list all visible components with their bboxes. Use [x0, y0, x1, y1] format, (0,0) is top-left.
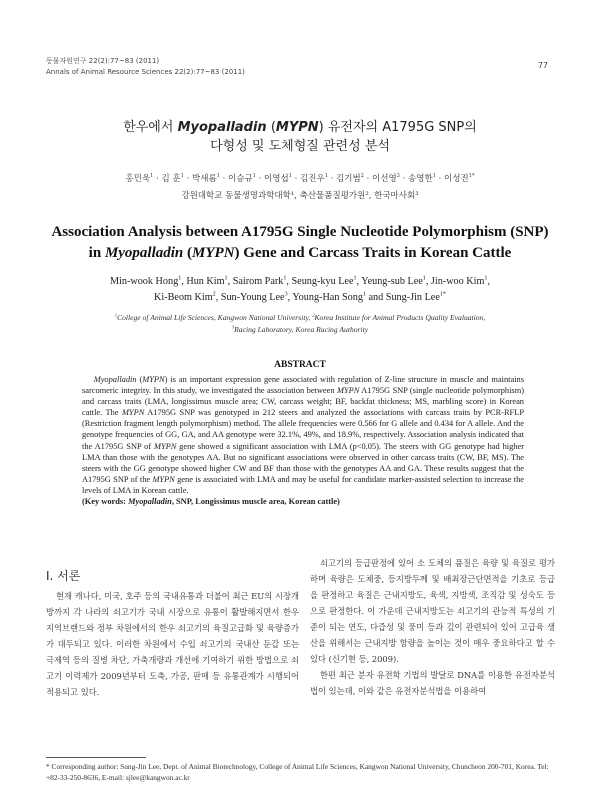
author-sup: 1* — [468, 173, 475, 180]
author: 이성진 — [444, 174, 469, 184]
korean-title — [0, 118, 600, 156]
intro-paragraph: 한편 최근 분자 유전학 기법의 발달로 DNA를 이용한 유전자분석법이 있는데, 이와 같은 유전자분석법을 이용하여 — [310, 670, 555, 696]
author-sup: 1 — [432, 173, 436, 180]
english-title-line1: Association Analysis between A1795G Single Nucleotide Polymorphism (SNP) — [51, 224, 549, 240]
intro-left-column — [46, 588, 299, 700]
english-authors-line2: Ki-Beom Kim$^2$, Sun-Young Lee$^3$, Young-Han Song$^1$ and Sung-Jin Lee$^{1*}$ — [154, 291, 446, 303]
affiliation-line2 — [40, 324, 560, 336]
korean-title-text: 한우에서 — [123, 120, 178, 135]
affiliation-line1 — [40, 312, 560, 324]
author-sup: 1 — [178, 275, 182, 282]
gene-abbreviation: MYPN — [121, 408, 145, 418]
affiliation-text: College of Animal Life Sciences, Kangwon National University, — [117, 313, 313, 322]
abstract-body — [82, 374, 524, 507]
korean-title-line2: 다형성 및 도체형질 관련성 분석 — [210, 139, 390, 154]
gene-name: Myopalladin — [128, 497, 172, 507]
author-sup: 1 — [484, 275, 488, 282]
author-sup: 1* — [439, 291, 446, 298]
author: Sairom Park — [232, 276, 284, 287]
journal-name-korean: 동물자원연구 22(2):77~83 (2011) — [46, 57, 160, 65]
english-authors-line1: Min-wook Hong$^1$, Hun Kim$^1$, Sairom Park$^1$, Seung-kyu Lee$^1$, Yeung-sub Lee$^1$, Jin-woo Kim$^1$, — [109, 275, 491, 287]
author-sup: 3 — [284, 291, 288, 298]
author: Sung-Jin Lee — [385, 291, 440, 303]
gene-name: Myopalladin — [104, 245, 184, 261]
gene-abbreviation: MYPN — [154, 441, 177, 451]
author: Yeung-sub Lee — [361, 276, 423, 287]
gene-name: Myopalladin — [93, 375, 137, 384]
author-sup: 1 — [252, 173, 256, 180]
intro-paragraph: 현재 캐나다, 미국, 호주 등의 국내유통과 더불어 최근 EU의 시장개방까지 각 나라의 쇠고기가 국내 시장으로 유통이 활발해지면서 한우 지역브랜드와 정부 차원에서의 한우 쇠고기의 육질고급화 및 육량증가가 대두되고 있다. 이러한 차원에서 수입 쇠고기의 국내산 둔갑 또는 극제역 등의 질병 차단, 가축개량과 개선에 기여하기 위한 방법으로 쇠고기 이력제가 2009년부터 도축, 가공, 판매 등 유통관계가 시행되어 적용되고 있다. — [46, 591, 299, 697]
korean-title-text: ) 유전자의 A1795G SNP의 — [318, 120, 477, 135]
author-sup: 1 — [283, 275, 287, 282]
journal-name-english: Annals of Animal Resource Sciences 22(2):77~83 (2011) — [46, 68, 245, 76]
author: Sun-Young Lee — [220, 291, 285, 303]
intro-right-column — [310, 555, 555, 699]
author-sup: 2 — [212, 291, 216, 298]
author-sup: 1 — [353, 275, 357, 282]
abstract-heading: ABSTRACT — [274, 360, 326, 370]
english-title — [30, 222, 570, 264]
author: 김기범 — [336, 174, 361, 184]
abstract-text: ( — [136, 375, 143, 384]
abstract-text: A1795G SNP was genotyped in 212 steers and analyzed the associations with carcass traits by PCR-RFLP (Restriction fragment length polymorphism) method. The allele frequencies were 0.566 for G allele and 0.434 for A allele. And the genotype frequencies of GG, GA, and AA genotype were 32.1%, 49%, and 18.9%, respectively. Association analysis indicated that the A1795G SNP of — [82, 408, 524, 451]
keywords — [82, 497, 340, 506]
korean-affiliation: 강원대학교 동물생명과학대학¹, 축산물품질평가원², 한국마사회³ — [181, 191, 419, 201]
abstract-text: ) is an important expression gene associated with regulation of Z-line structure in muscle and maintains sarcomeric integrity. In this study, we investigated the association between — [82, 375, 524, 396]
korean-author-list: 홍민욱$^1$ · 김 훈$^1$ · 박새롬$^1$ · 이승규$^1$ · 이영섭$^1$ · 김진우$^1$ · 김기범$^2$ · 이선영$^3$ · 송영한$^1$ · 이성진$^{1*}$ — [125, 173, 475, 184]
intro-paragraph: 쇠고기의 등급판정에 있어 소 도체의 품질은 육량 및 육질로 평가하며 육량은 도체중, 등지방두께 및 배최장근단면적을 기초로 등급을 판정하고 육질은 근내지방도, 육색, 지방색, 조직감 및 성숙도 등으로 판정한다. 이 가운데 근내지방도는 쇠고기의 관능적 특성의 기준이 되는 연도, 다즙성 및 풍미 등과 깊이 관련되어 있어 고급육 생산을 위해서는 근내지방 함량을 높이는 것이 매우 중요하다고 할 수 있다 (신기현 등, 2009). — [310, 558, 555, 664]
abstract-text: gene is associated with LMA and may be useful for candidate marker-assisted selection to increase the levels of LMA in Korean cattle. — [82, 474, 524, 495]
english-title-text: in — [88, 245, 105, 261]
author-sup: 2 — [360, 173, 364, 180]
english-title-line2 — [30, 243, 570, 264]
affiliation-sup: 2 — [312, 312, 315, 318]
section-heading: I. 서론 — [46, 569, 81, 583]
author: Jin-woo Kim — [430, 276, 485, 287]
author-sup: 1 — [180, 173, 184, 180]
journal-header — [46, 56, 245, 78]
author: 이영섭 — [264, 174, 289, 184]
author-sup: 1 — [422, 275, 426, 282]
author: 김 훈 — [161, 174, 181, 184]
author: 이선영 — [372, 174, 397, 184]
author-sup: 3 — [396, 173, 400, 180]
author: 송영한 — [408, 174, 433, 184]
and-word: and — [368, 291, 384, 303]
english-title-text: ) Gene and Carcass Traits in Korean Cattle — [234, 245, 512, 261]
corresponding-author-footnote: * Corresponding author: Sung-Jin Lee, Dept. of Animal Biotechnology, College of Animal Life Sciences, Kangwon National University, Chuncheon 200-701, Korea. Tel: +82-33-250-8636, E-mail: sjlee@kangwon.ac.kr — [46, 762, 549, 782]
author: Ki-Beom Kim — [154, 291, 213, 303]
gene-abbreviation: MYPN — [142, 375, 165, 384]
gene-abbreviation: MYPN — [192, 245, 235, 261]
english-authors — [40, 274, 560, 305]
korean-authors — [0, 171, 600, 205]
keywords-list: , SNP, Longissimus muscle area, Korean cattle) — [171, 497, 340, 507]
author: 박새롬 — [192, 174, 217, 184]
abstract-text: A1795G SNP (single nucleotide polymorphism) and carcass traits (LMA, longissimus muscle area; CW, carcass weight; BF, backfat thickness; MS, marbling score) in Korean cattle. The — [82, 386, 524, 418]
author-sup: 1 — [324, 173, 328, 180]
affiliation-sup: 3 — [231, 324, 235, 330]
abstract-text: gene showed a significant association with LMA (p<0.05). The steers with GG genotype had higher LMA than those with the genotypes AA. But no significant associations were observed in other carcass traits (CW, BF, MS). The steers with the GG genotype showed higher CW and BF than those with the genotypes AA and GA. These results suggest that the A1795G SNP of the — [82, 441, 524, 484]
footnote-divider — [46, 757, 146, 758]
author: Hun Kim — [186, 276, 225, 287]
author: 김진우 — [300, 174, 325, 184]
affiliation-sup: 1 — [114, 312, 118, 318]
affiliation-text: Korea Institute for Animal Products Quality Evaluation, — [314, 313, 486, 322]
author-sup: 1 — [224, 275, 228, 282]
author-sup: 1 — [288, 173, 292, 180]
author: Min-wook Hong — [109, 276, 179, 287]
author: Young-Han Song — [292, 291, 363, 303]
gene-abbreviation: MYPN — [275, 120, 319, 135]
author-sup: 1 — [150, 173, 154, 180]
author: 이승규 — [228, 174, 253, 184]
korean-title-text: ( — [266, 120, 276, 135]
page-number: 77 — [537, 61, 548, 70]
author-sup: 1 — [362, 291, 366, 298]
korean-title-line1 — [0, 118, 600, 137]
english-affiliations — [40, 312, 560, 336]
author: 홍민욱 — [125, 174, 151, 184]
keywords-label: (Key words: — [82, 497, 129, 507]
gene-name: Myopalladin — [177, 120, 267, 135]
gene-abbreviation: MYPN — [152, 474, 175, 484]
author: Seung-kyu Lee — [291, 276, 354, 287]
affiliation-text: Racing Laboratory, Korea Racing Authority — [234, 325, 369, 334]
gene-abbreviation: MYPN — [336, 386, 360, 396]
english-title-text: ( — [183, 245, 193, 261]
author-sup: 1 — [216, 173, 220, 180]
